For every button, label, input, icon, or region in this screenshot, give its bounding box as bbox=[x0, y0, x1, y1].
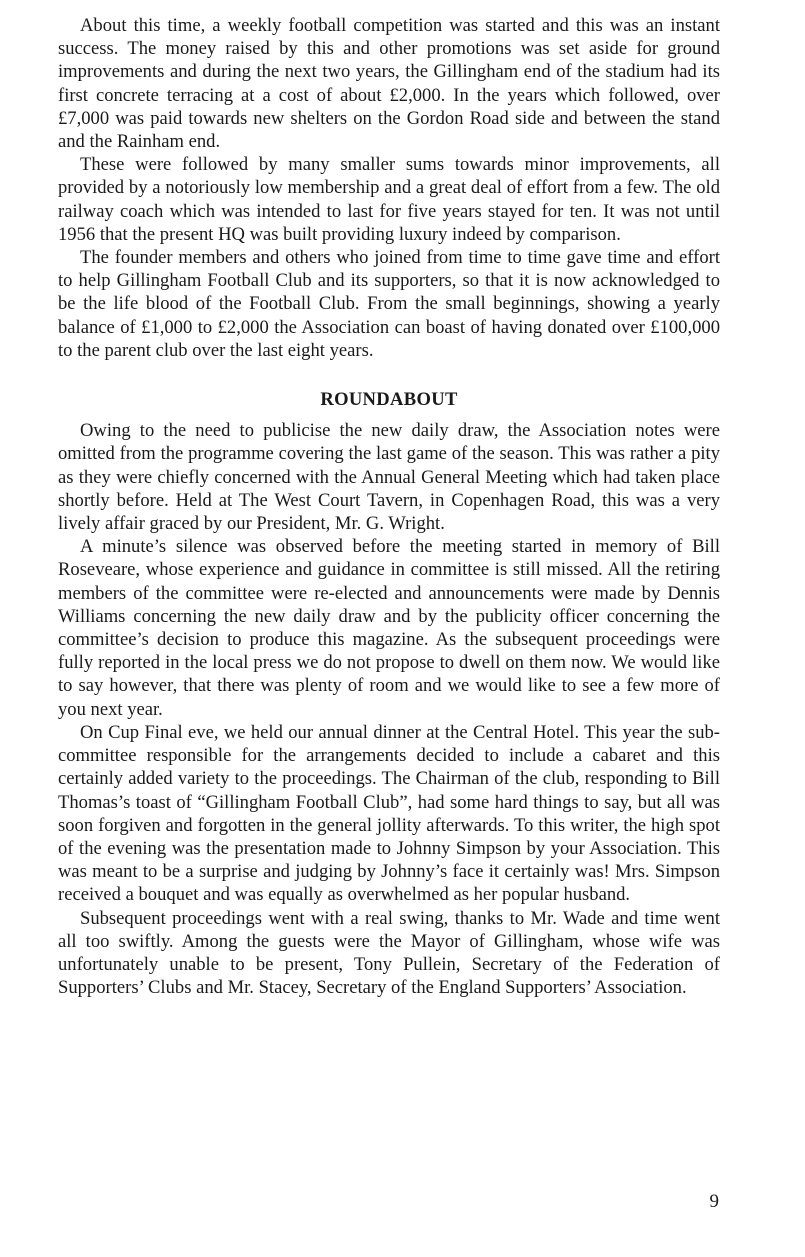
paragraph-subsequent-proceedings: Subsequent proceedings went with a real swing, thanks to Mr. Wade and time went all too swiftly. Among the guests were the Mayor of Gillingham, whose wife was unfortunately unable to be present, Tony Pullein, Secretary of the Federation of Supporters’ Clubs and Mr. Stacey, Secretary of the England Supporters’ Association. bbox=[58, 907, 720, 999]
paragraph-founder-members: The founder members and others who joined from time to time gave time and effort to help Gillingham Football Club and its supporters, so that it is now acknowledged to be the life blood of the Football Club. From the small beginnings, showing a yearly balance of £1,000 to £2,000 the Association can boast of having donated over £100,000 to the parent club over the last eight years. bbox=[58, 247, 720, 361]
paragraph-minute-silence: A minute’s silence was observed before the meeting started in memory of Bill Roseveare, whose experience and guidance in committee is still missed. All the retiring members of the committee were re-elected and announcements were made by Dennis Williams concerning the new daily draw and by the publicity officer concerning the committee’s decision to produce this magazine. As the subsequent proceedings were fully reported in the local press we do not propose to dwell on them now. We would like to say however, that there was plenty of room and we would like to see a few more of you next year. bbox=[58, 536, 720, 720]
section-heading: ROUNDABOUT bbox=[320, 389, 458, 411]
paragraph-competition: About this time, a weekly football competition was started and this was an instant success. The money raised by this and other promotions was set aside for ground improvements and during the next two years, the Gillingham end of the stadium had its first concrete terracing at a cost of about £2,000. In the years which followed, over £7,000 was paid towards new shelters on the Gordon Road side and between the stand and the Rainham end. bbox=[58, 15, 720, 153]
paragraph-daily-draw: Owing to the need to publicise the new daily draw, the Association notes were omitted from the programme covering the last game of the season. This was rather a pity as they were chiefly concerned with the Annual General Meeting which had taken place shortly before. Held at The West Court Tavern, in Copenhagen Road, this was a very lively affair graced by our President, Mr. G. Wright. bbox=[58, 420, 720, 535]
text-column bbox=[58, 14, 720, 999]
paragraph-cup-final-dinner: On Cup Final eve, we held our annual dinner at the Central Hotel. This year the sub-committee responsible for the arrangements decided to include a cabaret and this certainly added variety to the proceedings. The Chairman of the club, responding to Bill Thomas’s toast of “Gillingham Football Club”, had some hard things to say, but all was soon forgiven and forgotten in the general jollity afterwards. To this writer, the high spot of the evening was the presentation made to Johnny Simpson by your Association. This was meant to be a surprise and judging by Johnny’s face it certainly was! Mrs. Simpson received a bouquet and was equally as overwhelmed as her popular husband. bbox=[58, 721, 720, 906]
paragraph-improvements: These were followed by many smaller sums towards minor improvements, all provided by a notoriously low membership and a great deal of effort from a few. The old railway coach which was intended to last for five years stayed for ten. It was not until 1956 that the present HQ was built providing luxury indeed by comparison. bbox=[58, 154, 720, 245]
page-number: 9 bbox=[709, 1191, 719, 1212]
